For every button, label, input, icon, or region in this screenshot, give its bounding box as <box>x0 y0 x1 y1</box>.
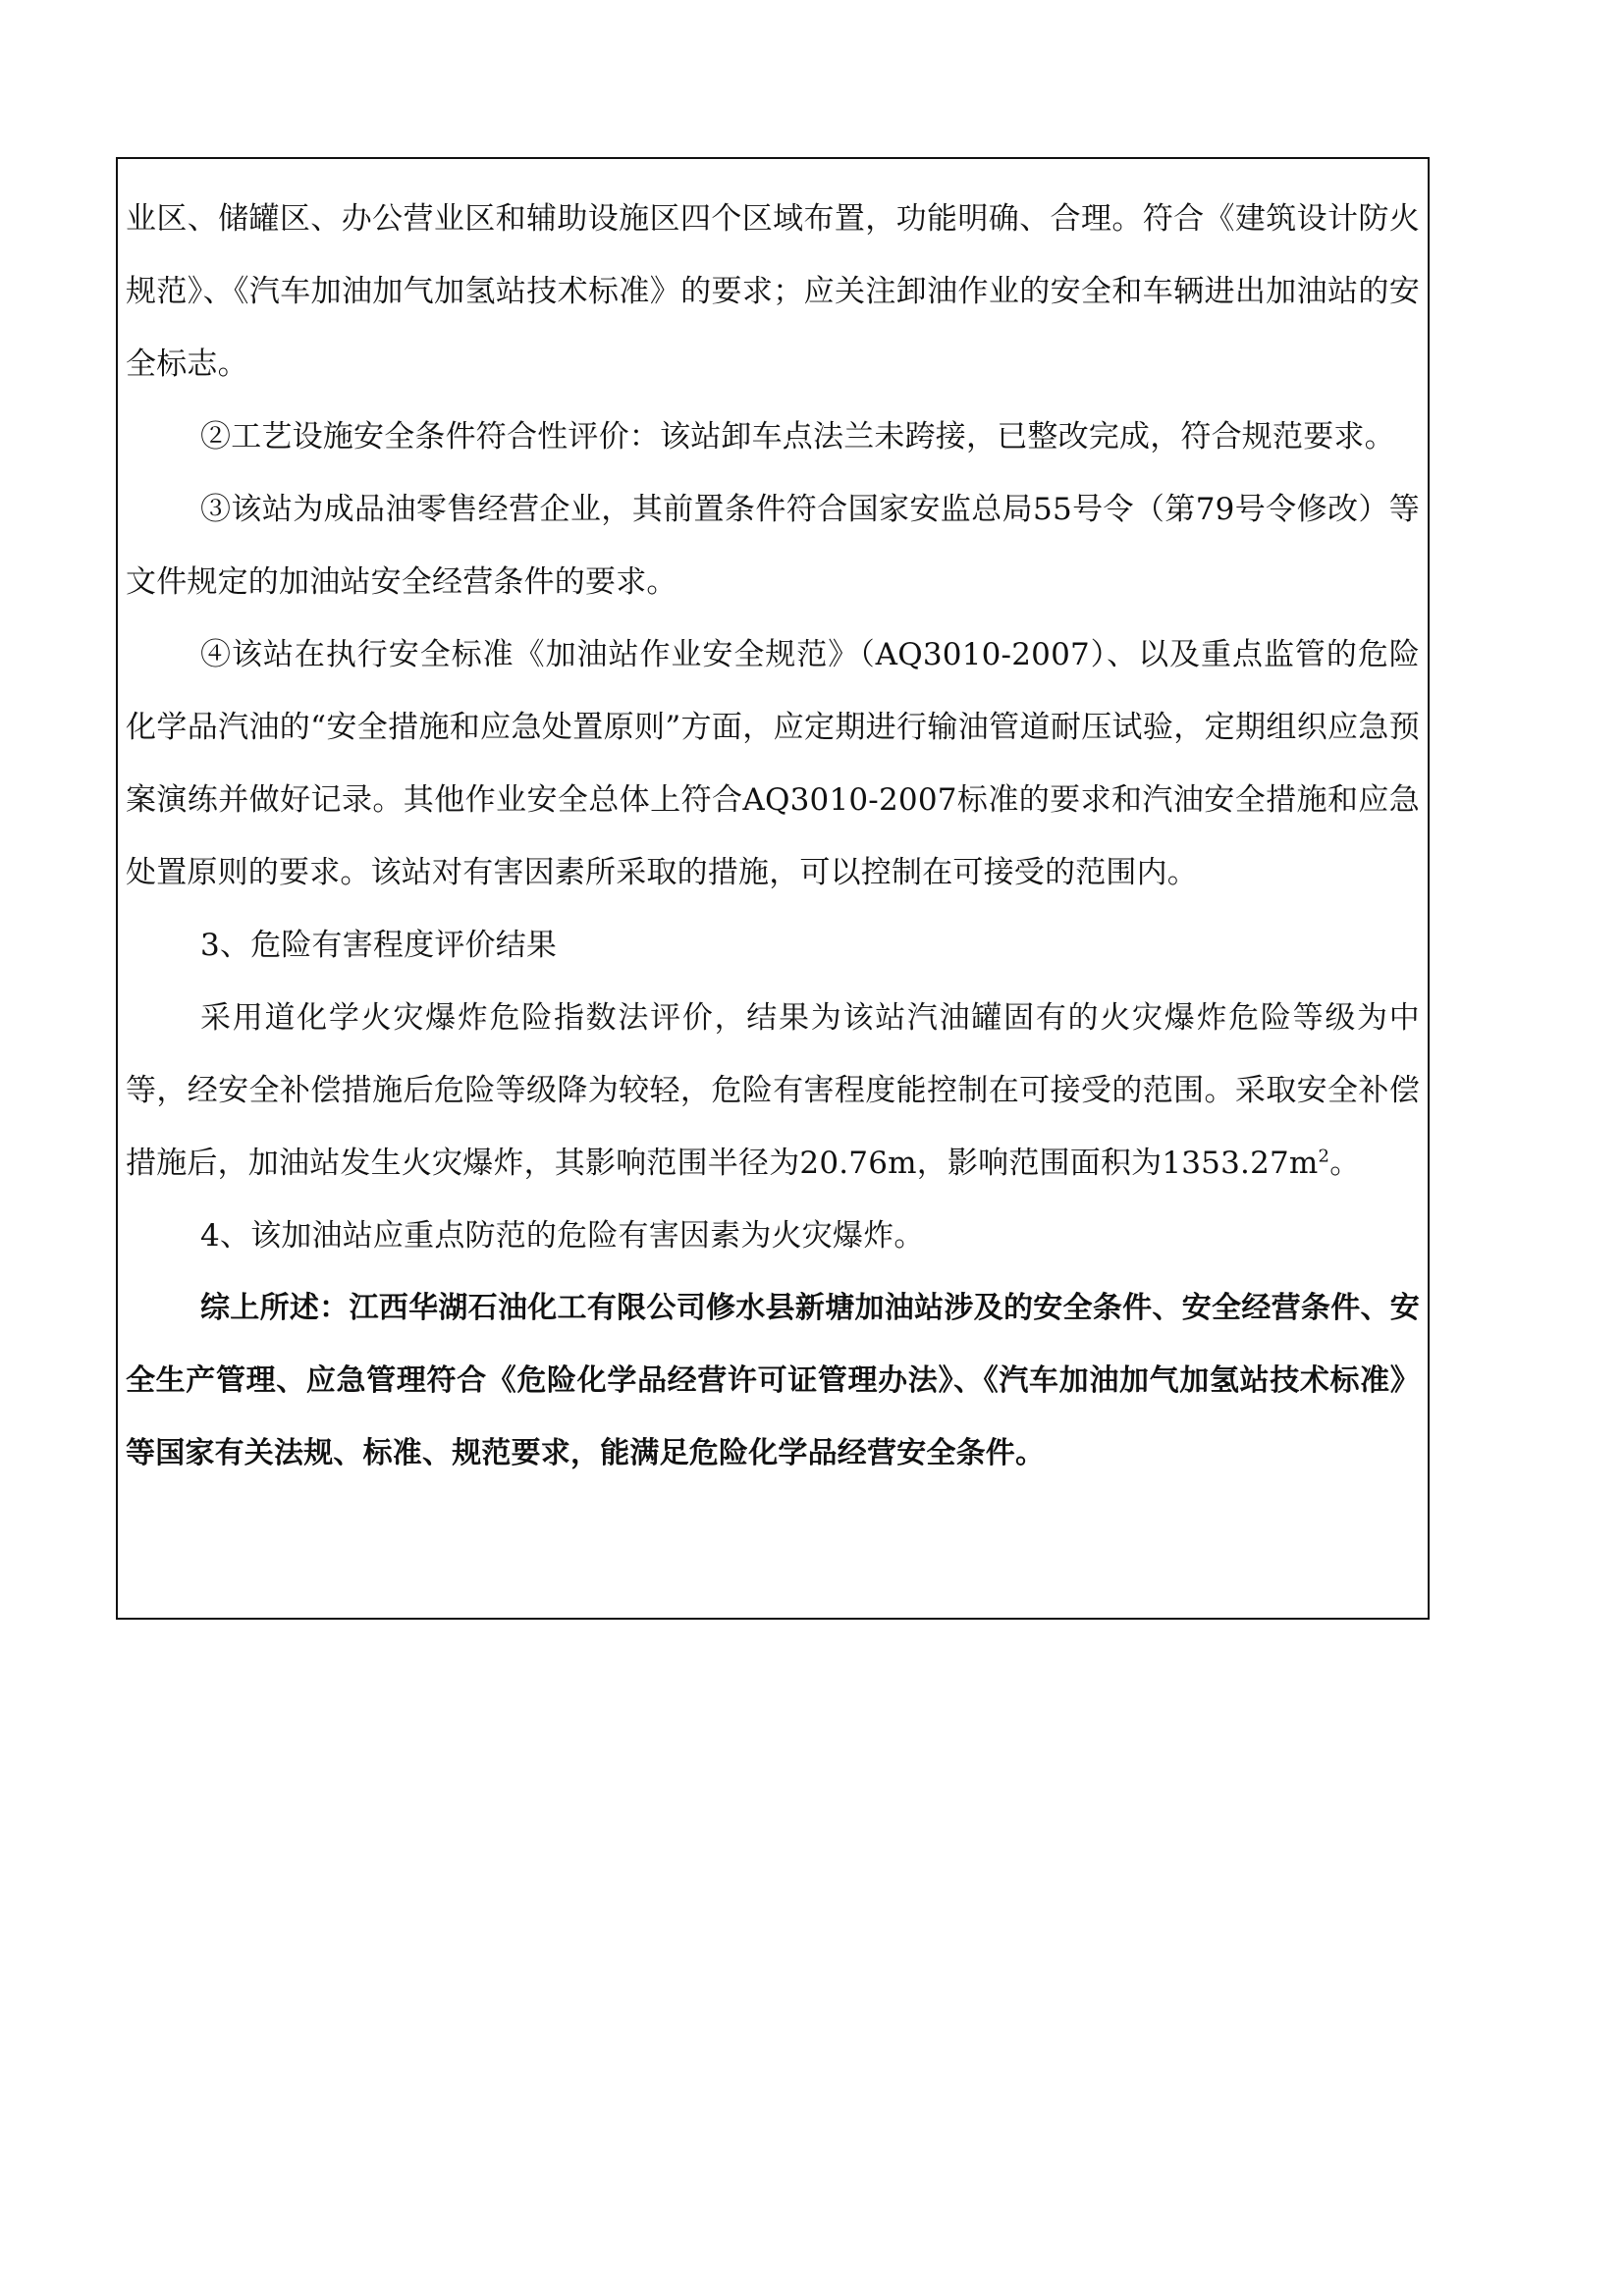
paragraph-retail-conditions: ③该站为成品油零售经营企业，其前置条件符合国家安监总局55号令（第79号令修改）等文件规定的加油站安全经营条件的要求。 <box>126 492 1420 600</box>
dow-index-end: 。 <box>1329 1146 1361 1181</box>
area-unit-superscript: 2 <box>1318 1146 1330 1167</box>
paragraph-process-facilities: ②工艺设施安全条件符合性评价：该站卸车点法兰未跨接，已整改完成，符合规范要求。 <box>200 419 1395 454</box>
evaluation-box <box>116 157 1430 1620</box>
paragraph-dow-index <box>126 982 1420 1200</box>
paragraph-safety-standard: ④该站在执行安全标准《加油站作业安全规范》（AQ3010-2007）、以及重点监管的危险化学品汽油的“安全措施和应急处置原则”方面，应定期进行输油管道耐压试验，定期组织应急预案演练并做好记录。其他作业安全总体上符合AQ3010-2007标准的要求和汽油安全措施和应急处置原则的要求。该站对有害因素所采取的措施，可以控制在可接受的范围内。 <box>126 637 1420 890</box>
paragraph-key-hazard: 4、该加油站应重点防范的危险有害因素为火灾爆炸。 <box>200 1218 925 1254</box>
dow-index-text: 采用道化学火灾爆炸危险指数法评价，结果为该站汽油罐固有的火灾爆炸危险等级为中等，经安全补偿措施后危险等级降为较轻，危险有害程度能控制在可接受的范围。采取安全补偿措施后，加油站发生火灾爆炸，其影响范围半径为20.76m，影响范围面积为1353.27m <box>126 1000 1420 1181</box>
heading-hazard-degree: 3、危险有害程度评价结果 <box>200 928 558 963</box>
paragraph-conclusion: 综上所述：江西华湖石油化工有限公司修水县新塘加油站涉及的安全条件、安全经营条件、安全生产管理、应急管理符合《危险化学品经营许可证管理办法》、《汽车加油加气加氢站技术标准》等国家有关法规、标准、规范要求，能满足危险化学品经营安全条件。 <box>126 1291 1420 1470</box>
paragraph-layout: 业区、储罐区、办公营业区和辅助设施区四个区域布置，功能明确、合理。符合《建筑设计防火规范》、《汽车加油加气加氢站技术标准》的要求；应关注卸油作业的安全和车辆进出加油站的安全标志。 <box>126 201 1420 382</box>
